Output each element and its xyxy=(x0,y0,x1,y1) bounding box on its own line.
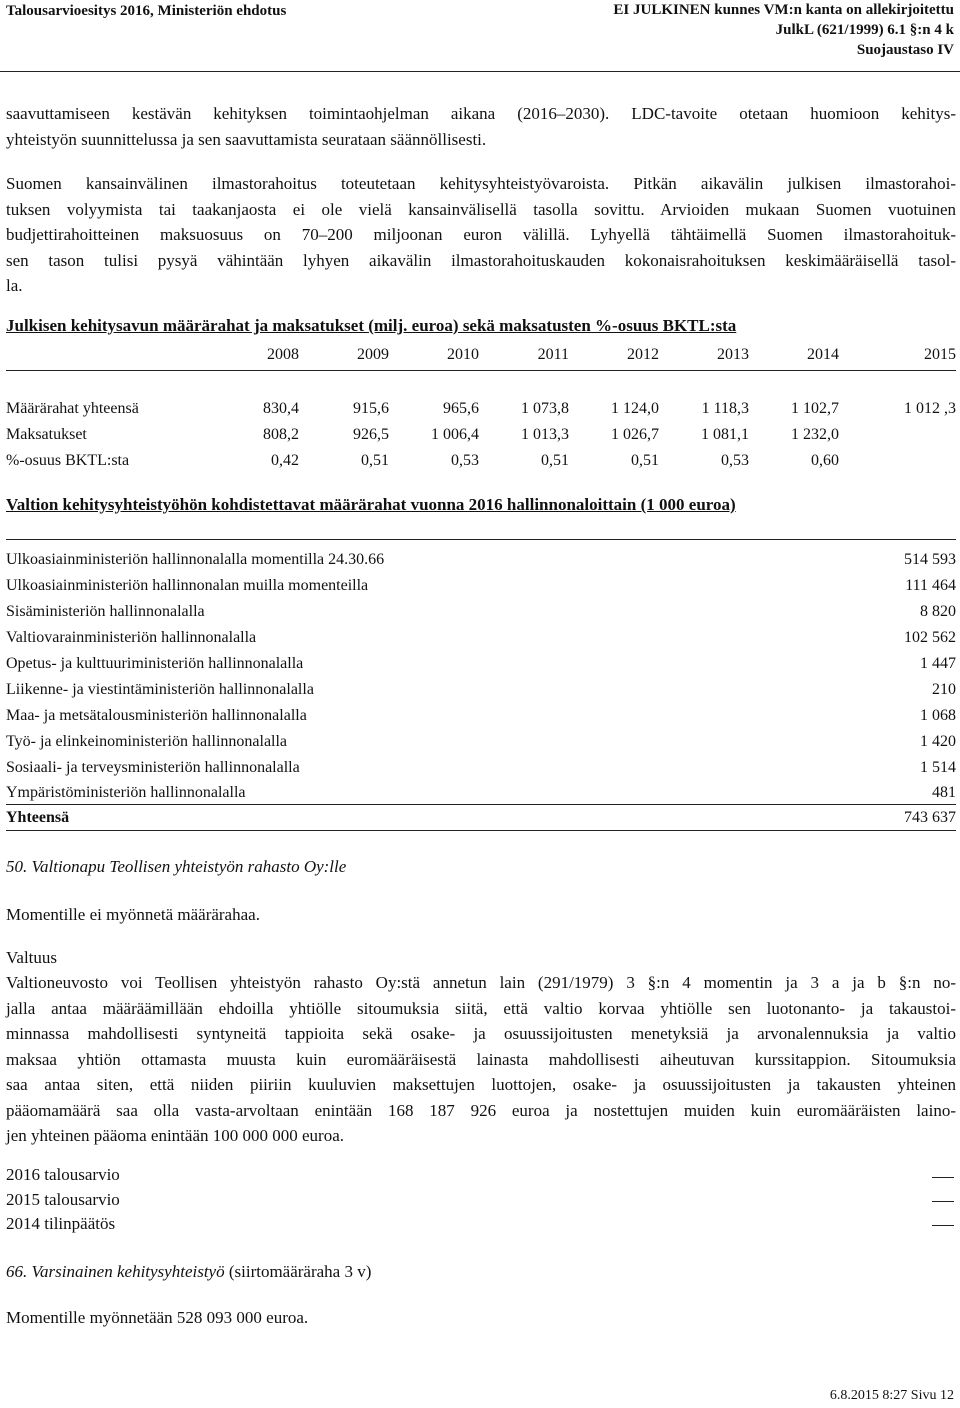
row-label: Ulkoasiainministeriön hallinnonalan muilla momenteilla xyxy=(6,577,369,594)
table2-rule-bottom xyxy=(6,830,956,831)
table2-rule-top xyxy=(6,539,956,540)
year-header-cell: 2008 xyxy=(267,346,299,363)
text-line: pääomamäärä saa olla vasta-arvoltaan enintään 168 187 926 euroa ja nostettujen muiden kuin euromääräisten laino- xyxy=(6,1100,956,1120)
row-value: 1 420 xyxy=(920,733,956,750)
page-footer: 6.8.2015 8:27 Sivu 12 xyxy=(829,1388,954,1403)
table-cell: 1 026,7 xyxy=(611,426,659,443)
section66-heading-italic: 66. Varsinainen kehitysyhteistyö xyxy=(6,1262,225,1281)
row-label: Määrärahat yhteensä xyxy=(6,400,139,417)
year-header-cell: 2010 xyxy=(447,346,479,363)
table-cell: 1 073,8 xyxy=(521,400,569,417)
year-header-cell: 2014 xyxy=(807,346,839,363)
table-row xyxy=(6,625,956,650)
table-row xyxy=(6,573,956,598)
section50-heading: 50. Valtionapu Teollisen yhteistyön rahasto Oy:lle xyxy=(6,857,347,876)
budget-row xyxy=(6,1162,956,1188)
text-line: Valtioneuvosto voi Teollisen yhteistyön rahasto Oy:stä annetun lain (291/1979) 3 §:n 4 momentin ja 3 a ja b §:n no- xyxy=(6,973,956,992)
valtuus-paragraph xyxy=(6,970,956,1149)
row-label: Valtiovarainministeriön hallinnonalalla xyxy=(6,629,257,646)
table-cell: 1 124,0 xyxy=(611,400,659,417)
table-row xyxy=(6,599,956,624)
table-cell: 1 102,7 xyxy=(791,400,839,417)
text-line: saa antaa siten, että niiden piiriin kuuluvien maksettujen luottojen, osake- ja osuussijoitusten ja takausten yhteinen xyxy=(6,1075,956,1094)
table-row xyxy=(6,651,956,676)
header-rule xyxy=(0,71,960,72)
table-cell: 915,6 xyxy=(353,400,389,417)
row-label: Ympäristöministeriön hallinnonalalla xyxy=(6,784,246,801)
text-line: Suomen kansainvälinen ilmastorahoitus toteutetaan kehitysyhteistyövaroista. Pitkän aikavälin julkisen ilmastorahoi- xyxy=(6,174,956,193)
budget-row xyxy=(6,1187,956,1213)
table1-title: Julkisen kehitysavun määrärahat ja maksatukset (milj. euroa) sekä maksatusten %-osuus BKTL:sta xyxy=(6,316,737,335)
section66-heading xyxy=(6,1259,956,1285)
intro-paragraph-2 xyxy=(6,171,956,299)
table-row xyxy=(6,729,956,754)
text-line: saavuttamiseen kestävän kehityksen toimintaohjelman aikana (2016–2030). LDC-tavoite otetaan huomioon kehitys- xyxy=(6,104,956,123)
text-line: minnassa mahdollisesti syntyneitä tappioita sekä osake- ja osuussijoitusten menetyksiä ja arvonalennuksia ja valtio xyxy=(6,1024,956,1043)
table-cell: 0,51 xyxy=(361,452,389,469)
table-cell: 0,51 xyxy=(541,452,569,469)
table-row xyxy=(6,780,956,805)
text-line: sen tason tulisi pysyä vähintään lyhyen aikavälin ilmastorahoituskauden kokonaisrahoituksen keskimääräisellä tasol- xyxy=(6,250,956,270)
table-row xyxy=(6,703,956,728)
year-header-cell: 2015 xyxy=(924,346,956,363)
header-right xyxy=(613,0,954,60)
row-label: Sosiaali- ja terveysministeriön hallinnonalalla xyxy=(6,759,300,776)
row-value: 1 068 xyxy=(920,707,956,724)
year-header-cell: 2012 xyxy=(627,346,659,363)
row-label: Sisäministeriön hallinnonalalla xyxy=(6,603,205,620)
row-value: 111 464 xyxy=(905,577,956,594)
text-line: jalla antaa määräämillään ehdoilla yhtiölle sitoumuksia siitä, että valtio korvaa yhtiölle sen luotonanto- ja takaustoi- xyxy=(6,998,956,1018)
text-line: maksaa yhtiön ottamasta muusta kuin euromääräisestä lainasta mahdollisesti aiheutuvan kurssitappion. Sitoumuksia xyxy=(6,1049,956,1069)
table-row xyxy=(6,755,956,780)
section66-text: Momentille myönnetään 528 093 000 euroa. xyxy=(6,1308,309,1327)
intro-paragraph-1 xyxy=(6,101,956,152)
valtuus-heading: Valtuus xyxy=(6,948,57,967)
budget-dash xyxy=(932,1201,954,1202)
table-row xyxy=(6,677,956,702)
table1-rule xyxy=(6,370,956,371)
text-line: yhteistyön suunnittelussa ja sen saavuttamista seurataan säännöllisesti. xyxy=(6,129,487,149)
header-right-line1: EI JULKINEN kunnes VM:n kanta on allekirjoitettu xyxy=(613,2,954,18)
row-label: %-osuus BKTL:sta xyxy=(6,452,130,469)
year-header-cell: 2009 xyxy=(357,346,389,363)
table1-year-header xyxy=(6,342,956,367)
year-header-cell: 2011 xyxy=(537,346,569,363)
section50-note: Momentille ei myönnetä määrärahaa. xyxy=(6,905,260,924)
table2-title: Valtion kehitysyhteistyöhön kohdistettavat määrärahat vuonna 2016 hallinnonaloittain (1 000 euroa) xyxy=(6,495,736,514)
section66-heading-rest: (siirtomääräraha 3 v) xyxy=(224,1262,372,1281)
total-label: Yhteensä xyxy=(6,809,70,826)
budget-label: 2014 tilinpäätös xyxy=(6,1214,116,1233)
budget-label: 2016 talousarvio xyxy=(6,1165,120,1184)
table-cell: 808,2 xyxy=(263,426,299,443)
total-value: 743 637 xyxy=(904,809,956,826)
table-cell: 1 081,1 xyxy=(701,426,749,443)
budget-dash xyxy=(932,1177,954,1178)
row-value: 102 562 xyxy=(904,629,956,646)
table-cell: 0,53 xyxy=(721,452,749,469)
row-label: Maksatukset xyxy=(6,426,87,443)
table-row xyxy=(6,422,956,447)
row-value: 481 xyxy=(932,784,956,801)
text-line: tuksen volyymista tai taakanjaosta ei ole vielä kansainvälisellä tasolla sovittu. Arvioiden mukaan Suomen vuotuinen xyxy=(6,199,956,219)
text-line: jen yhteinen pääoma enintään 100 000 000 euroa. xyxy=(6,1126,344,1145)
budget-dash xyxy=(932,1225,954,1226)
table-cell: 1 232,0 xyxy=(791,426,839,443)
table-cell: 0,53 xyxy=(451,452,479,469)
table-cell: 926,5 xyxy=(353,426,389,443)
row-label: Maa- ja metsätalousministeriön hallinnonalalla xyxy=(6,707,307,724)
table-cell: 1 118,3 xyxy=(701,400,749,417)
year-header-cell: 2013 xyxy=(717,346,749,363)
row-value: 1 514 xyxy=(920,759,956,776)
text-line: budjettirahoitteinen maksuosuus on 70–200 miljoonan euron välillä. Lyhyellä tähtäimellä Suomen ilmastorahoituk- xyxy=(6,225,956,244)
table-cell: 965,6 xyxy=(443,400,479,417)
row-label: Työ- ja elinkeinoministeriön hallinnonalalla xyxy=(6,733,288,750)
text-line: la. xyxy=(6,276,23,295)
table-cell: 0,42 xyxy=(271,452,299,469)
table-row xyxy=(6,547,956,572)
row-value: 514 593 xyxy=(904,551,956,568)
table-cell: 830,4 xyxy=(263,400,299,417)
table-cell: 0,60 xyxy=(811,452,839,469)
table-total-row xyxy=(6,805,956,830)
table-cell: 1 006,4 xyxy=(431,426,479,443)
header-right-line2: JulkL (621/1999) 6.1 §:n 4 k xyxy=(775,22,954,38)
row-label: Liikenne- ja viestintäministeriön hallinnonalalla xyxy=(6,681,314,698)
table-cell: 1 013,3 xyxy=(521,426,569,443)
row-value: 1 447 xyxy=(920,655,956,672)
row-label: Ulkoasiainministeriön hallinnonalalla momentilla 24.30.66 xyxy=(6,551,385,568)
table-row xyxy=(6,396,956,421)
header-left: Talousarvioesitys 2016, Ministeriön ehdotus xyxy=(6,3,287,19)
table-cell: 1 012 ,3 xyxy=(904,400,956,417)
budget-label: 2015 talousarvio xyxy=(6,1190,120,1209)
row-value: 8 820 xyxy=(920,603,956,620)
header-right-line3: Suojaustaso IV xyxy=(856,42,954,58)
row-value: 210 xyxy=(932,681,956,698)
table-row xyxy=(6,448,956,473)
row-label: Opetus- ja kulttuuriministeriön hallinnonalalla xyxy=(6,655,304,672)
budget-row xyxy=(6,1211,956,1237)
table-cell: 0,51 xyxy=(631,452,659,469)
